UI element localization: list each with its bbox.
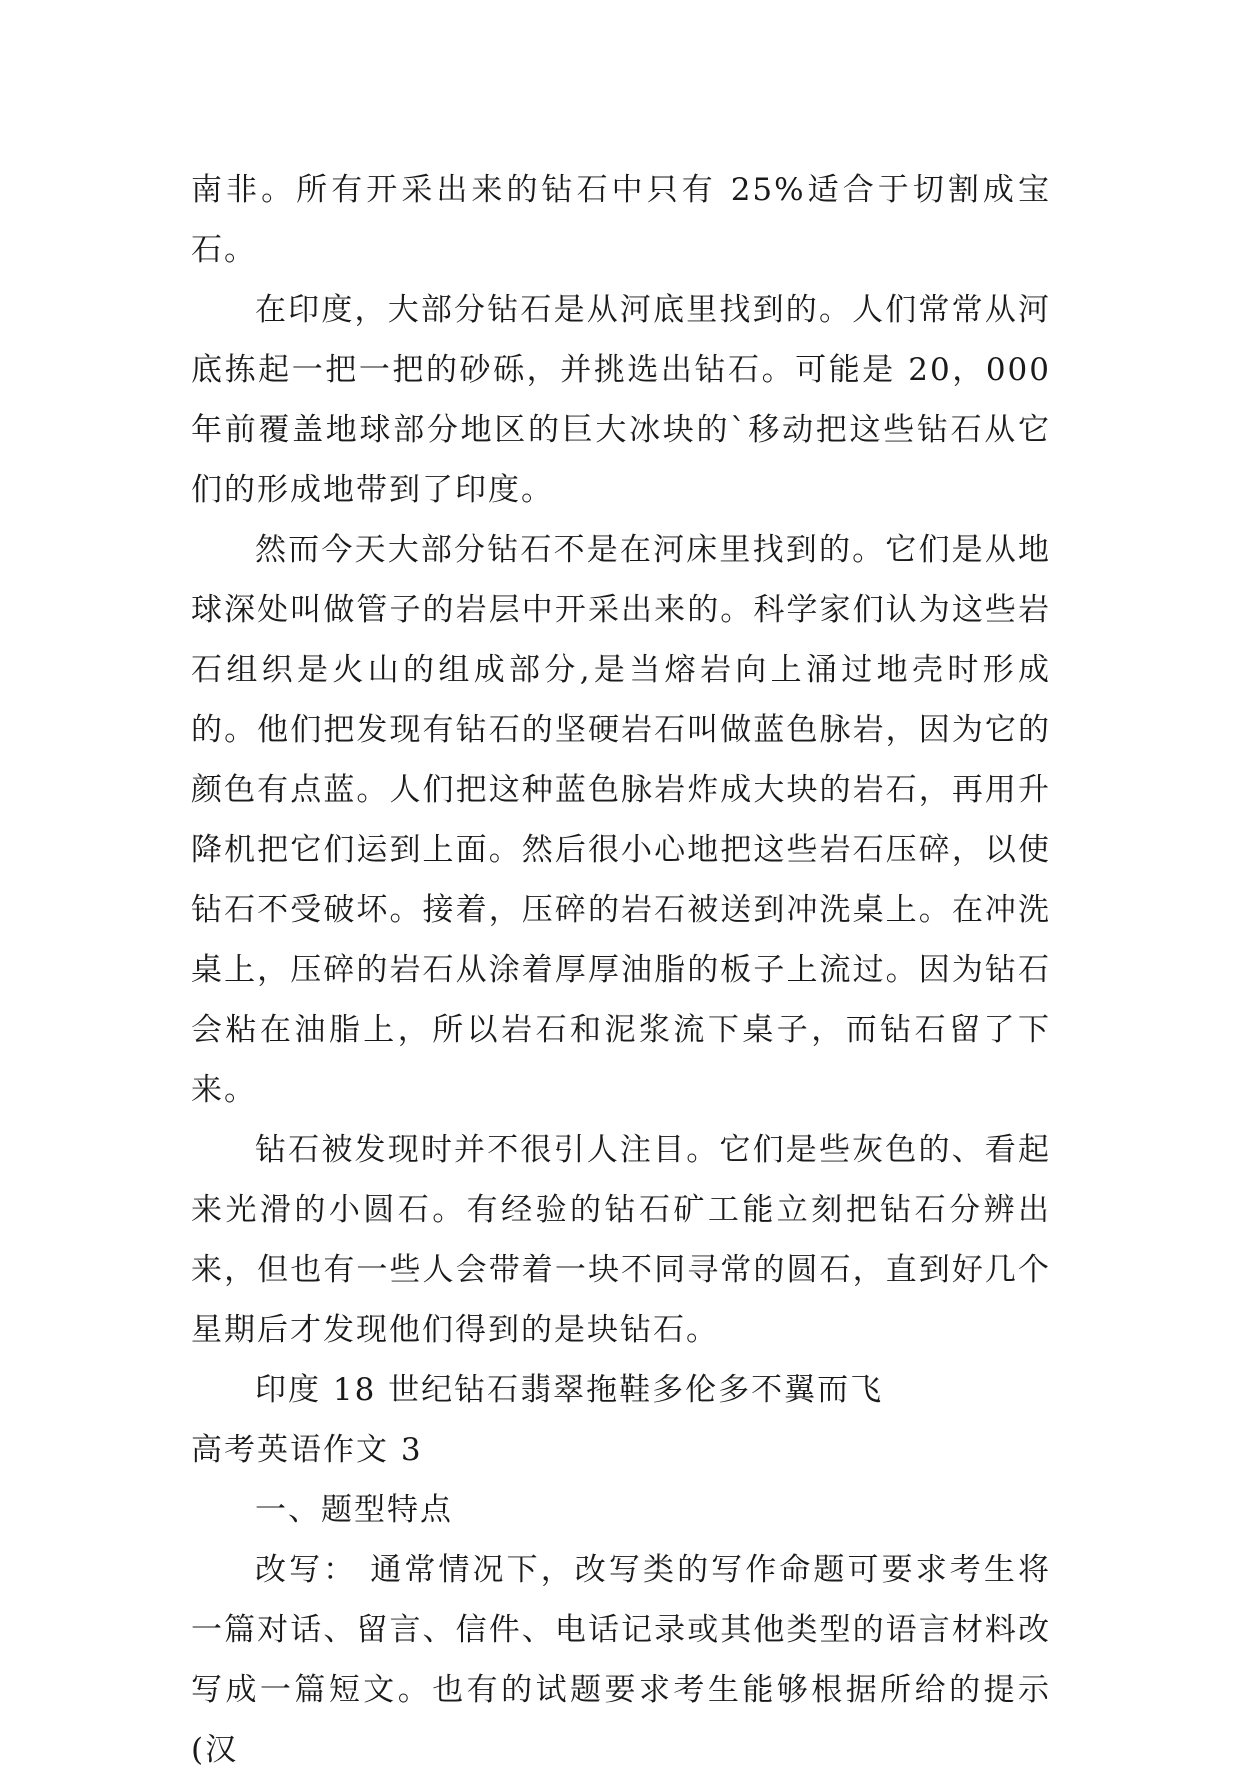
paragraph-5: 印度 18 世纪钻石翡翠拖鞋多伦多不翼而飞	[255, 1372, 884, 1408]
subsection-heading: 一、题型特点	[255, 1492, 453, 1528]
paragraph-2: 在印度，大部分钻石是从河底里找到的。人们常常从河底拣起一把一把的砂砾，并挑选出钻石。可能是 20，000 年前覆盖地球部分地区的巨大冰块的`移动把这些钻石从它们的形成地带到了印度。	[191, 292, 1051, 508]
paragraph-3: 然而今天大部分钻石不是在河床里找到的。它们是从地球深处叫做管子的岩层中开采出来的。科学家们认为这些岩石组织是火山的组成部分,是当熔岩向上涌过地壳时形成的。他们把发现有钻石的坚硬岩石叫做蓝色脉岩，因为它的颜色有点蓝。人们把这种蓝色脉岩炸成大块的岩石，再用升降机把它们运到上面。然后很小心地把这些岩石压碎，以使钻石不受破坏。接着，压碎的岩石被送到冲洗桌上。在冲洗桌上，压碎的岩石从涂着厚厚油脂的板子上流过。因为钻石会粘在油脂上，所以岩石和泥浆流下桌子，而钻石留了下来。	[191, 532, 1051, 1108]
section-heading: 高考英语作文 3	[191, 1432, 423, 1468]
paragraph-4: 钻石被发现时并不很引人注目。它们是些灰色的、看起来光滑的小圆石。有经验的钻石矿工能立刻把钻石分辨出来，但也有一些人会带着一块不同寻常的圆石，直到好几个星期后才发现他们得到的是块钻石。	[191, 1132, 1051, 1348]
paragraph-8: 改写： 通常情况下，改写类的写作命题可要求考生将一篇对话、留言、信件、电话记录或其他类型的语言材料改写成一篇短文。也有的试题要求考生能够根据所给的提示(汉	[191, 1552, 1051, 1768]
paragraph-1: 南非。所有开采出来的钻石中只有 25%适合于切割成宝石。	[191, 172, 1051, 268]
document-body	[191, 160, 1051, 1780]
